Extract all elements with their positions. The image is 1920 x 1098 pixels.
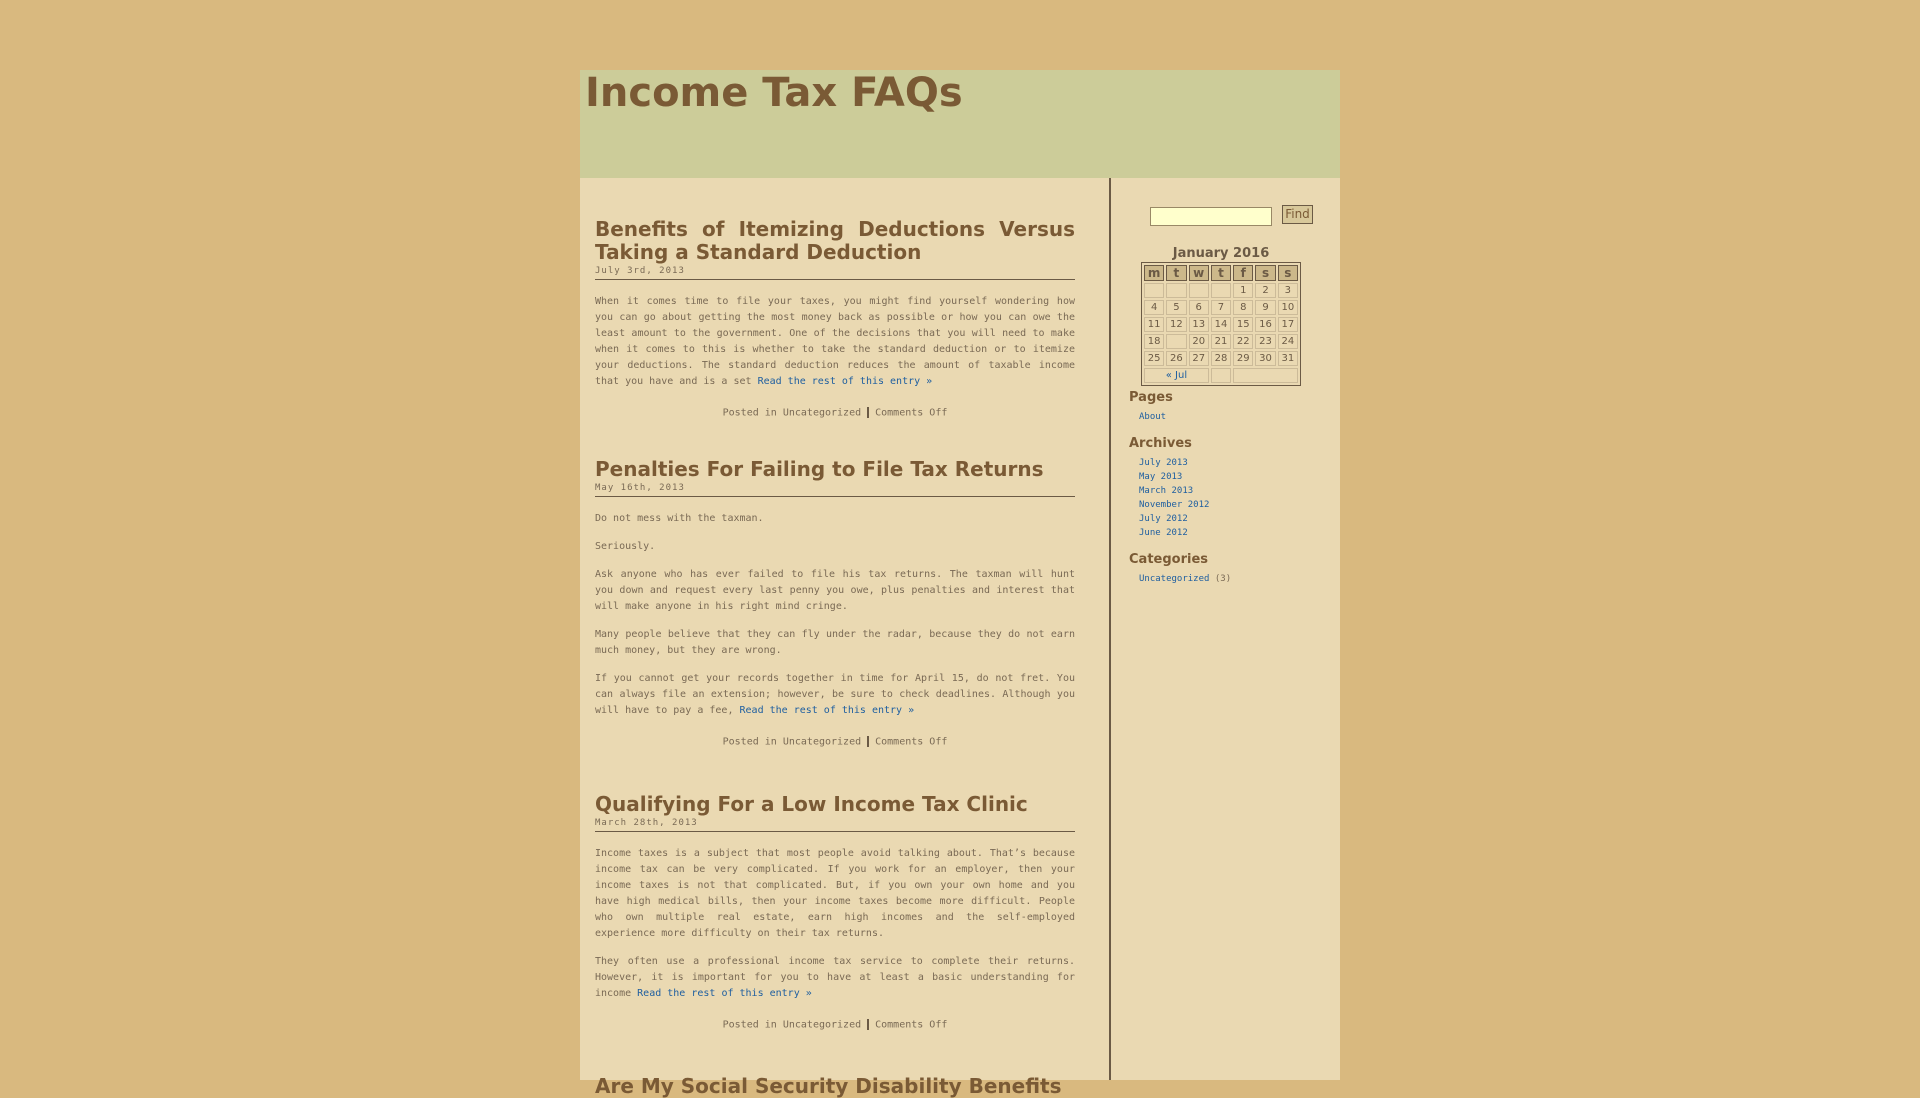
calendar-day: 14: [1211, 317, 1231, 332]
post-meta: [595, 407, 1075, 419]
category-link[interactable]: Uncategorized: [1139, 574, 1210, 584]
post-date: May 16th, 2013: [595, 482, 1075, 497]
meta-separator: [867, 736, 869, 747]
archive-link[interactable]: July 2012: [1139, 514, 1188, 524]
calendar-day: 1: [1233, 283, 1253, 298]
list-item: [1139, 484, 1209, 498]
calendar-day: 25: [1144, 351, 1164, 366]
category-count: (3): [1214, 574, 1232, 584]
page-wrapper: [580, 70, 1340, 1098]
calendar-day: 26: [1166, 351, 1186, 366]
archive-link[interactable]: June 2012: [1139, 528, 1188, 538]
calendar-day: 24: [1278, 334, 1298, 349]
post-category[interactable]: Uncategorized: [782, 1019, 862, 1031]
calendar-caption: January 2016: [1172, 246, 1270, 261]
read-more-link[interactable]: Read the rest of this entry »: [757, 376, 933, 387]
posted-in-label: Posted in: [722, 407, 777, 419]
post-comments: Comments Off: [875, 1019, 948, 1031]
find-button[interactable]: Find: [1282, 205, 1313, 224]
post-paragraph: Income taxes is a subject that most people avoid talking about. That’s because income tax can be very complicated. If you work for an employer, then your income taxes is not that complicated. But, if you own your own home and you have high medical bills, then your income taxes become more difficult. People who own multiple real estate, earn high incomes and the self-employed experience more difficulty on their tax returns.: [595, 848, 1075, 939]
calendar-day: 28: [1211, 351, 1231, 366]
post-comments: Comments Off: [875, 407, 948, 419]
calendar-day-header: t: [1211, 265, 1231, 281]
calendar-next-cell: [1233, 368, 1298, 383]
calendar-day: 29: [1233, 351, 1253, 366]
read-more-link[interactable]: Read the rest of this entry »: [739, 704, 915, 716]
calendar-day: 4: [1144, 300, 1164, 315]
post: [595, 218, 1075, 419]
calendar-day: 2: [1255, 283, 1275, 298]
calendar-footer-pad: [1211, 368, 1231, 383]
calendar-day: [1166, 283, 1186, 298]
archives-list: [1139, 456, 1209, 540]
calendar-day: 22: [1233, 334, 1253, 349]
site-title[interactable]: Income Tax FAQs: [585, 70, 963, 116]
search-form: [1150, 204, 1310, 226]
calendar-day: 18: [1144, 334, 1164, 349]
post-paragraph: They often use a professional income tax service to complete their returns. However, it is important for you to have at least a basic understanding for income Read the rest of this entry »: [595, 956, 1075, 999]
posted-in-label: Posted in: [722, 736, 777, 747]
pages-list: [1139, 410, 1166, 424]
meta-separator: [867, 1019, 869, 1030]
post-paragraph: Many people believe that they can fly under the radar, because they do not earn much money, but they are wrong.: [595, 628, 1075, 656]
post-category[interactable]: Uncategorized: [782, 407, 862, 419]
list-item: [1139, 498, 1209, 512]
calendar-day: 20: [1189, 334, 1209, 349]
post-meta: [595, 1019, 1075, 1031]
list-item: [1139, 470, 1209, 484]
post: [595, 458, 1075, 748]
calendar-table: [1141, 262, 1301, 386]
archive-link[interactable]: May 2013: [1139, 472, 1183, 482]
post-title[interactable]: Benefits of Itemizing Deductions Versus Taking a Standard Deduction: [595, 217, 1075, 264]
calendar-day: 21: [1211, 334, 1231, 349]
list-item: [1139, 456, 1209, 470]
post-meta: [595, 736, 1075, 748]
post: [595, 793, 1075, 1031]
post-paragraph: Seriously.: [595, 540, 656, 552]
pages-heading: Pages: [1129, 390, 1173, 405]
calendar-day-header: s: [1278, 265, 1298, 281]
calendar-day: 3: [1278, 283, 1298, 298]
post-paragraph: Do not mess with the taxman.: [595, 512, 764, 524]
calendar-day: 8: [1233, 300, 1253, 315]
calendar-day: 30: [1255, 351, 1275, 366]
post-date: July 3rd, 2013: [595, 265, 1075, 280]
calendar-day: 11: [1144, 317, 1164, 332]
calendar-day-header: f: [1233, 265, 1253, 281]
post-title[interactable]: Penalties For Failing to File Tax Returns: [595, 456, 1044, 481]
calendar-day: 16: [1255, 317, 1275, 332]
post-paragraph: Ask anyone who has ever failed to file his tax returns. The taxman will hunt you down and request every last penny you owe, plus penalties and interest that will make anyone in his right mind cringe.: [595, 568, 1075, 612]
calendar-day: 7: [1211, 300, 1231, 315]
list-item: [1139, 410, 1166, 424]
list-item: [1139, 572, 1231, 586]
calendar-day: [1144, 283, 1164, 298]
post-comments: Comments Off: [875, 736, 948, 747]
archives-heading: Archives: [1129, 436, 1192, 451]
calendar-day: 27: [1189, 351, 1209, 366]
posted-in-label: Posted in: [722, 1019, 777, 1031]
calendar-day: 23: [1255, 334, 1275, 349]
meta-separator: [867, 407, 869, 418]
archive-link[interactable]: November 2012: [1139, 500, 1210, 510]
post-date: March 28th, 2013: [595, 817, 1075, 832]
post-title[interactable]: Qualifying For a Low Income Tax Clinic: [595, 792, 1028, 816]
archive-link[interactable]: July 2013: [1139, 458, 1188, 468]
post-title[interactable]: Are My Social Security Disability Benefits: [595, 1073, 1062, 1098]
calendar-day: [1166, 334, 1186, 349]
page-link-about[interactable]: About: [1139, 412, 1167, 422]
calendar-day-header: m: [1144, 265, 1164, 281]
archive-link[interactable]: March 2013: [1139, 486, 1194, 496]
calendar-day-header: s: [1255, 265, 1275, 281]
calendar-day: 15: [1233, 317, 1253, 332]
post-category[interactable]: Uncategorized: [782, 736, 862, 747]
post-paragraph: If you cannot get your records together in time for April 15, do not fret. You can always file an extension; however, be sure to check deadlines. Although you will have to pay a fee, Read the rest of this entry »: [595, 672, 1075, 716]
list-item: [1139, 512, 1209, 526]
read-more-link[interactable]: Read the rest of this entry »: [637, 988, 812, 999]
calendar-day-header: w: [1189, 265, 1209, 281]
calendar-day: 9: [1255, 300, 1275, 315]
calendar-day: [1189, 283, 1209, 298]
categories-list: [1139, 572, 1231, 586]
categories-heading: Categories: [1129, 552, 1209, 567]
calendar-day: 31: [1278, 351, 1298, 366]
post-paragraph: When it comes time to file your taxes, you might find yourself wondering how you can go about getting the most money back as possible or how you can owe the least amount to the government. One of the decisions that you will need to make when it comes to this is whether to take the standard deduction or to itemize your deductions. The standard deduction reduces the amount of taxable income that you have and is a set Read the rest of this entry »: [595, 296, 1075, 387]
calendar-day: [1211, 283, 1231, 298]
calendar-day: 10: [1278, 300, 1298, 315]
calendar-day: 5: [1166, 300, 1186, 315]
list-item: [1139, 526, 1209, 540]
calendar-day: 12: [1166, 317, 1186, 332]
calendar-day: 6: [1189, 300, 1209, 315]
calendar-day: 13: [1189, 317, 1209, 332]
calendar-day: 17: [1278, 317, 1298, 332]
site-header: [580, 70, 1340, 178]
calendar-prev-link[interactable]: « Jul: [1144, 368, 1209, 383]
sidebar: [1111, 178, 1340, 1080]
search-input[interactable]: [1150, 207, 1272, 226]
post: [595, 1075, 1075, 1098]
calendar-day-header: t: [1166, 265, 1186, 281]
content-column: [580, 178, 1111, 1098]
calendar: [1141, 246, 1301, 386]
